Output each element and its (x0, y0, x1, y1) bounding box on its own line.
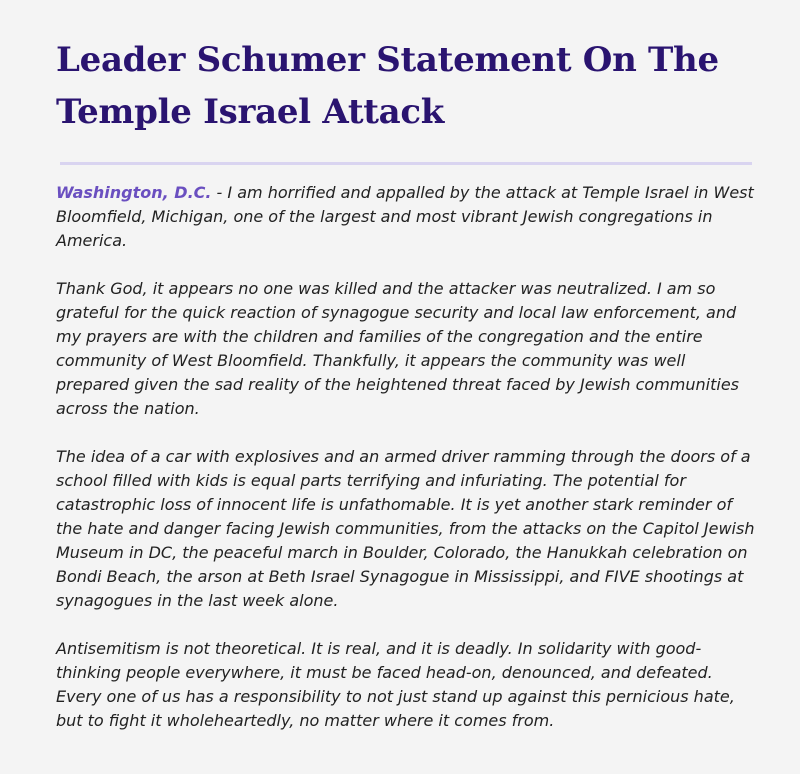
lead-paragraph (56, 181, 756, 253)
body-paragraph-1: Thank God, it appears no one was killed and the attacker was neutralized. I am so grateful for the quick reaction of synagogue security and local law enforcement, and my prayers are with the children and families of the congregation and the entire community of West Bloomfield. Thankfully, it appears the community was well prepared given the sad reality of the heightened threat faced by Jewish communities across the nation. (56, 279, 740, 418)
dateline: Washington, D.C. (56, 183, 212, 202)
page-title: Leader Schumer Statement On The Temple Israel Attack (56, 40, 719, 132)
lead-text: - I am horrified and appalled by the attack at Temple Israel in West Bloomfield, Michigan, one of the largest and most vibrant Jewish congregations in America. (56, 183, 754, 250)
title-divider (60, 162, 752, 165)
body-paragraph-2: The idea of a car with explosives and an armed driver ramming through the doors of a school filled with kids is equal parts terrifying and infuriating. The potential for catastrophic loss of innocent life is unfathomable. It is yet another stark reminder of the hate and danger facing Jewish communities, from the attacks on the Capitol Jewish Museum in DC, the peaceful march in Boulder, Colorado, the Hanukkah celebration on Bondi Beach, the arson at Beth Israel Synagogue in Mississippi, and FIVE shootings at synagogues in the last week alone. (56, 447, 755, 610)
statement-body (56, 181, 756, 733)
body-paragraph-3: Antisemitism is not theoretical. It is real, and it is deadly. In solidarity with good-thinking people everywhere, it must be faced head-on, denounced, and defeated. Every one of us has a responsibility to not just stand up against this pernicious hate, but to fight it wholeheartedly, no matter where it comes from. (56, 639, 735, 730)
